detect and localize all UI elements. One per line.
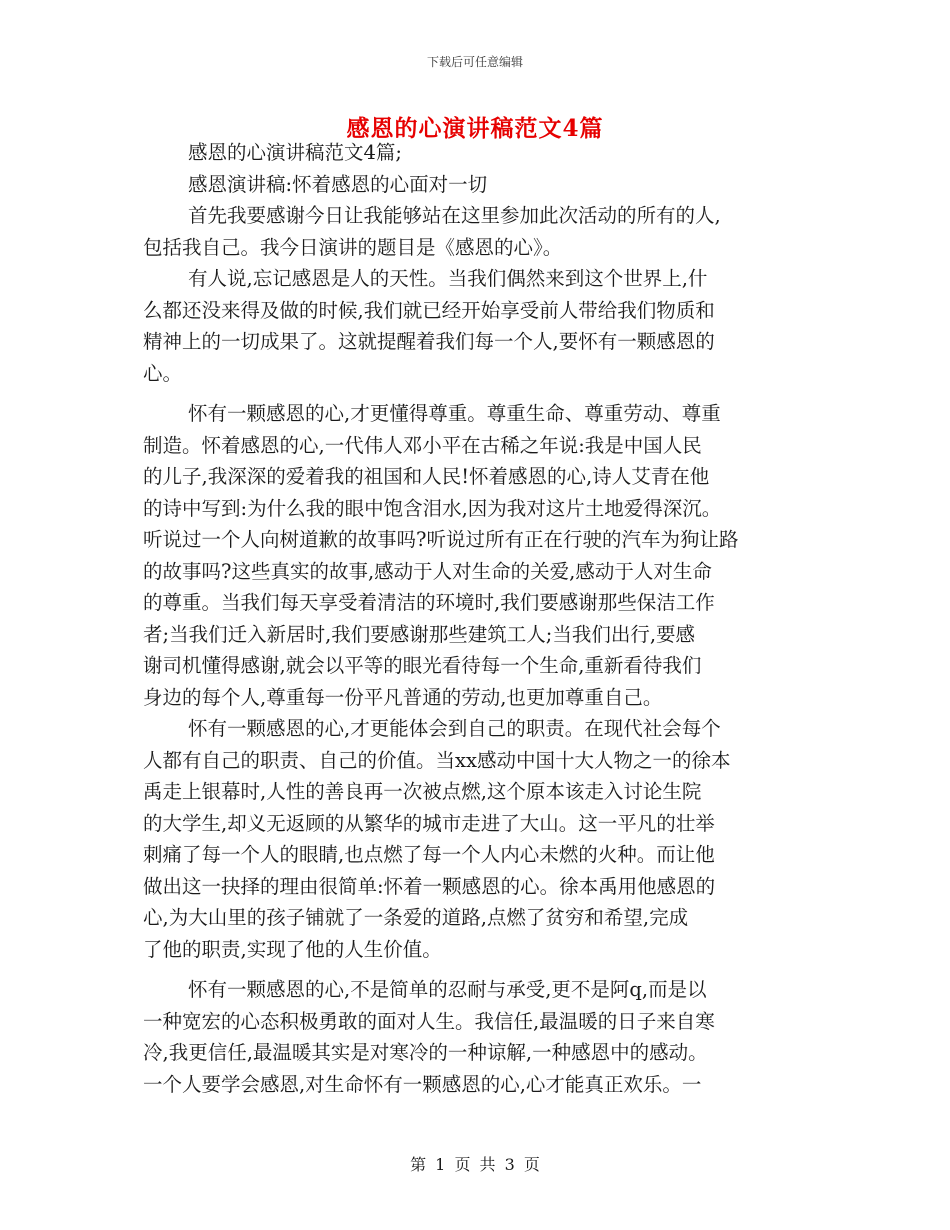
body-line: 怀有一颗感恩的心,才更能体会到自己的职责。在现代社会每个: [188, 717, 721, 740]
body-line: 怀有一颗感恩的心,不是简单的忍耐与承受,更不是阿q,而是以: [188, 978, 707, 1001]
body-line: 心。: [143, 361, 183, 385]
body-line: 的故事吗?这些真实的故事,感动于人对生命的关爱,感动于人对生命: [143, 559, 712, 583]
body-line: 的儿子,我深深的爱着我的祖国和人民!怀着感恩的心,诗人艾青在他: [143, 465, 710, 488]
body-line: 的尊重。当我们每天享受着清洁的环境时,我们要感谢那些保洁工作: [143, 591, 715, 614]
body-line: 人都有自己的职责、自己的价值。当xx感动中国十大人物之一的徐本: [143, 748, 731, 772]
body-line: 的大学生,却义无返顾的从繁华的城市走进了大山。这一平凡的壮举: [143, 811, 715, 835]
body-line: 制造。怀着感恩的心,一代伟人邓小平在古稀之年说:我是中国人民: [143, 433, 702, 457]
body-line: 一个人要学会感恩,对生命怀有一颗感恩的心,心才能真正欢乐。一: [143, 1072, 702, 1096]
body-line: 怀有一颗感恩的心,才更懂得尊重。尊重生命、尊重劳动、尊重: [188, 402, 721, 425]
body-line: 么都还没来得及做的时候,我们就已经开始享受前人带给我们物质和: [143, 298, 715, 322]
body-line: 有人说,忘记感恩是人的天性。当我们偶然来到这个世界上,什: [188, 267, 708, 290]
body-line: 的诗中写到:为什么我的眼中饱含泪水,因为我对这片土地爱得深沉。: [143, 496, 722, 520]
body-line: 精神上的一切成果了。这就提醒着我们每一个人,要怀有一颗感恩的: [143, 330, 715, 353]
body-line: 听说过一个人向树道歉的故事吗?听说过所有正在行驶的汽车为狗让路: [143, 528, 739, 551]
body-line: 感恩演讲稿:怀着感恩的心面对一切: [188, 172, 488, 196]
body-line: 谢司机懂得感谢,就会以平等的眼光看待每一个生命,重新看待我们: [143, 654, 702, 677]
document-title: 感恩的心演讲稿范文4篇: [346, 115, 604, 142]
body-line: 身边的每个人,尊重每一份平凡普通的劳动,也更加尊重自己。: [143, 685, 663, 709]
document-body: [143, 137, 808, 1100]
body-line: 心,为大山里的孩子铺就了一条爱的道路,点燃了贫穷和希望,完成: [143, 906, 689, 929]
page-number-footer: 第 1 页 共 3 页: [410, 1155, 540, 1174]
body-line: 禹走上银幕时,人性的善良再一次被点燃,这个原本该走入讨论生院: [143, 780, 702, 803]
body-line: 者;当我们迁入新居时,我们要感谢那些建筑工人;当我们出行,要感: [143, 622, 696, 646]
body-line: 感恩的心演讲稿范文4篇;: [188, 141, 402, 164]
body-line: 冷,我更信任,最温暖其实是对寒冷的一种谅解,一种感恩中的感动。: [143, 1041, 708, 1064]
body-line: 一种宽宏的心态积极勇敢的面对人生。我信任,最温暖的日子来自寒: [143, 1009, 715, 1033]
body-line: 刺痛了每一个人的眼睛,也点燃了每一个人内心未燃的火种。而让他: [143, 843, 715, 866]
page-header-note: 下载后可任意编辑: [426, 55, 523, 69]
body-line: 做出这一抉择的理由很简单:怀着一颗感恩的心。徐本禹用他感恩的: [143, 874, 716, 898]
body-line: 了他的职责,实现了他的人生价值。: [143, 937, 442, 961]
body-line: 首先我要感谢今日让我能够站在这里参加此次活动的所有的人,: [188, 204, 721, 227]
body-line: 包括我自己。我今日演讲的题目是《感恩的心》。: [143, 235, 563, 259]
